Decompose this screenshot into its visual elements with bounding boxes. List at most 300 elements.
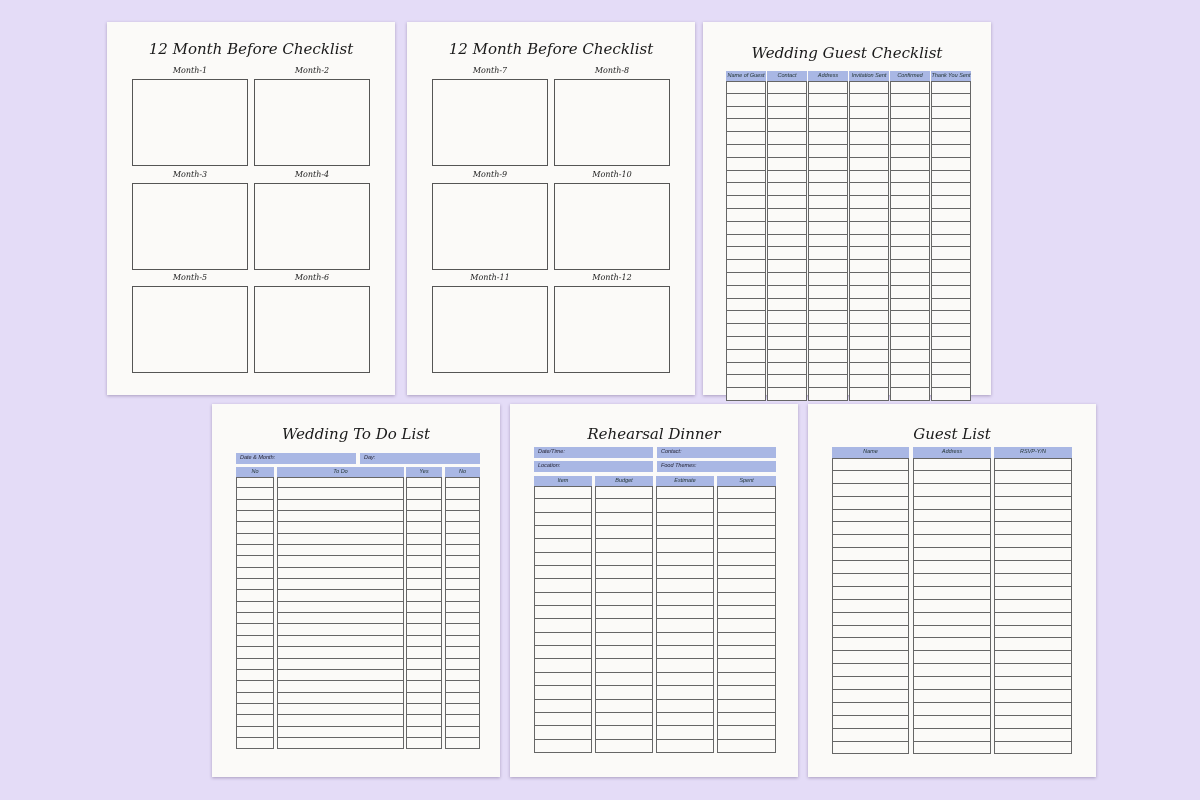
table-cell bbox=[595, 659, 653, 672]
table-cell bbox=[890, 337, 930, 350]
table-cell bbox=[445, 647, 480, 658]
table-cell bbox=[890, 183, 930, 196]
table-cell bbox=[406, 522, 442, 533]
table-column bbox=[767, 71, 807, 401]
table-cell bbox=[277, 477, 404, 488]
table-cell bbox=[656, 526, 714, 539]
table-cell bbox=[726, 209, 766, 222]
table-cell bbox=[890, 158, 930, 171]
table-cell bbox=[994, 690, 1072, 703]
month-label: Month-11 bbox=[470, 273, 510, 282]
table-cell bbox=[277, 647, 404, 658]
table-column bbox=[277, 467, 404, 749]
table-cell bbox=[890, 222, 930, 235]
table-cell bbox=[656, 539, 714, 552]
table-cell bbox=[931, 260, 971, 273]
table-cell bbox=[406, 602, 442, 613]
table-cell bbox=[767, 375, 807, 388]
table-cell bbox=[849, 311, 889, 324]
month-label: Month-1 bbox=[172, 66, 208, 75]
table-cell bbox=[277, 488, 404, 499]
table-cell bbox=[595, 686, 653, 699]
table-cell bbox=[595, 513, 653, 526]
table-cell bbox=[236, 636, 274, 647]
table-cell bbox=[849, 324, 889, 337]
table-cell bbox=[726, 158, 766, 171]
table-cell bbox=[808, 107, 848, 120]
column-header: Estimate bbox=[656, 476, 714, 486]
column-header: No bbox=[445, 467, 480, 477]
table-cell bbox=[767, 81, 807, 94]
table-cell bbox=[406, 477, 442, 488]
table-cell bbox=[717, 539, 776, 552]
table-cell bbox=[767, 286, 807, 299]
table-cell bbox=[931, 222, 971, 235]
table-cell bbox=[832, 638, 909, 651]
table-cell bbox=[656, 686, 714, 699]
table-cell bbox=[913, 548, 991, 561]
table-cell bbox=[445, 511, 480, 522]
table-cell bbox=[832, 703, 909, 716]
table-cell bbox=[890, 350, 930, 363]
table-cell bbox=[913, 703, 991, 716]
table-cell bbox=[656, 700, 714, 713]
table-cell bbox=[445, 613, 480, 624]
table-cell bbox=[913, 690, 991, 703]
table-cell bbox=[808, 183, 848, 196]
table-cell bbox=[849, 222, 889, 235]
table-cell bbox=[406, 715, 442, 726]
table-cell bbox=[406, 624, 442, 635]
month-box bbox=[432, 183, 548, 270]
table-cell bbox=[277, 738, 404, 749]
table-cell bbox=[406, 590, 442, 601]
table-cell bbox=[913, 613, 991, 626]
table-cell bbox=[931, 388, 971, 401]
table-cell bbox=[717, 633, 776, 646]
table-cell bbox=[595, 566, 653, 579]
table-cell bbox=[832, 729, 909, 742]
table-cell bbox=[808, 324, 848, 337]
table-cell bbox=[994, 458, 1072, 471]
table-cell bbox=[445, 556, 480, 567]
table-cell bbox=[849, 132, 889, 145]
month-box bbox=[132, 79, 248, 166]
table-cell bbox=[726, 363, 766, 376]
table-cell bbox=[849, 286, 889, 299]
table-cell bbox=[832, 626, 909, 639]
table-cell bbox=[717, 526, 776, 539]
table-cell bbox=[994, 716, 1072, 729]
table-cell bbox=[277, 727, 404, 738]
table-cell bbox=[832, 600, 909, 613]
table-cell bbox=[726, 311, 766, 324]
table-cell bbox=[726, 273, 766, 286]
table-column bbox=[726, 71, 766, 401]
table-cell bbox=[890, 375, 930, 388]
table-cell bbox=[717, 713, 776, 726]
table-cell bbox=[890, 196, 930, 209]
table-cell bbox=[595, 526, 653, 539]
page-todo-list bbox=[212, 404, 500, 777]
table-cell bbox=[656, 553, 714, 566]
table-cell bbox=[445, 624, 480, 635]
table-cell bbox=[656, 593, 714, 606]
table-cell bbox=[849, 299, 889, 312]
table-cell bbox=[277, 636, 404, 647]
table-column bbox=[406, 467, 442, 749]
table-cell bbox=[717, 686, 776, 699]
table-cell bbox=[890, 209, 930, 222]
table-cell bbox=[656, 513, 714, 526]
table-cell bbox=[767, 363, 807, 376]
table-cell bbox=[913, 458, 991, 471]
table-cell bbox=[236, 602, 274, 613]
table-cell bbox=[717, 499, 776, 512]
table-cell bbox=[656, 659, 714, 672]
table-cell bbox=[767, 350, 807, 363]
table-cell bbox=[808, 145, 848, 158]
table-cell bbox=[931, 158, 971, 171]
table-cell bbox=[656, 486, 714, 499]
column-header: Contact bbox=[767, 71, 807, 81]
month-label: Month-5 bbox=[172, 273, 208, 282]
table-cell bbox=[849, 337, 889, 350]
table-cell bbox=[406, 534, 442, 545]
table-cell bbox=[931, 363, 971, 376]
table-cell bbox=[726, 94, 766, 107]
table-cell bbox=[406, 613, 442, 624]
month-label: Month-6 bbox=[294, 273, 330, 282]
table-cell bbox=[890, 311, 930, 324]
column-header: To Do bbox=[277, 467, 404, 477]
table-cell bbox=[445, 534, 480, 545]
table-cell bbox=[767, 94, 807, 107]
table-cell bbox=[726, 337, 766, 350]
table-cell bbox=[994, 574, 1072, 587]
table-column bbox=[994, 447, 1072, 754]
table-cell bbox=[236, 579, 274, 590]
table-cell bbox=[277, 590, 404, 601]
table-cell bbox=[767, 132, 807, 145]
table-cell bbox=[726, 222, 766, 235]
month-label: Month-12 bbox=[592, 273, 632, 282]
table-cell bbox=[406, 647, 442, 658]
table-cell bbox=[595, 726, 653, 739]
table-cell bbox=[994, 729, 1072, 742]
month-box bbox=[132, 183, 248, 270]
table-cell bbox=[913, 522, 991, 535]
column-header: Name bbox=[832, 447, 909, 458]
table-cell bbox=[832, 484, 909, 497]
table-cell bbox=[595, 646, 653, 659]
table-cell bbox=[832, 613, 909, 626]
table-cell bbox=[445, 636, 480, 647]
table-cell bbox=[406, 488, 442, 499]
table-cell bbox=[832, 548, 909, 561]
table-cell bbox=[994, 497, 1072, 510]
page-title: Wedding To Do List bbox=[281, 425, 431, 443]
table-cell bbox=[595, 740, 653, 753]
table-cell bbox=[445, 568, 480, 579]
table-cell bbox=[406, 636, 442, 647]
table-cell bbox=[534, 726, 592, 739]
table-cell bbox=[445, 681, 480, 692]
table-cell bbox=[717, 619, 776, 632]
page-title: 12 Month Before Checklist bbox=[448, 40, 654, 58]
table-cell bbox=[931, 350, 971, 363]
table-cell bbox=[445, 715, 480, 726]
table-cell bbox=[849, 350, 889, 363]
table-cell bbox=[931, 247, 971, 260]
table-cell bbox=[726, 145, 766, 158]
table-cell bbox=[913, 651, 991, 664]
table-cell bbox=[236, 624, 274, 635]
page-title: Wedding Guest Checklist bbox=[751, 44, 943, 62]
table-cell bbox=[808, 119, 848, 132]
table-cell bbox=[406, 681, 442, 692]
month-label: Month-2 bbox=[294, 66, 330, 75]
table-cell bbox=[595, 539, 653, 552]
table-cell bbox=[717, 606, 776, 619]
table-cell bbox=[534, 513, 592, 526]
table-cell bbox=[534, 579, 592, 592]
table-cell bbox=[808, 286, 848, 299]
table-cell bbox=[406, 659, 442, 670]
table-cell bbox=[445, 590, 480, 601]
column-header: RSVP-Y/N bbox=[994, 447, 1072, 458]
table-cell bbox=[832, 651, 909, 664]
table-cell bbox=[767, 158, 807, 171]
table-cell bbox=[913, 484, 991, 497]
table-cell bbox=[994, 535, 1072, 548]
column-header: Thank You Sent bbox=[931, 73, 971, 79]
table-cell bbox=[767, 273, 807, 286]
table-cell bbox=[767, 247, 807, 260]
table-cell bbox=[534, 593, 592, 606]
table-cell bbox=[767, 107, 807, 120]
table-cell bbox=[726, 81, 766, 94]
table-cell bbox=[277, 545, 404, 556]
table-cell bbox=[534, 646, 592, 659]
table-cell bbox=[890, 171, 930, 184]
month-label: Month-3 bbox=[172, 170, 208, 179]
table-column bbox=[890, 71, 930, 401]
table-cell bbox=[994, 651, 1072, 664]
table-cell bbox=[656, 606, 714, 619]
table-cell bbox=[726, 107, 766, 120]
table-cell bbox=[236, 727, 274, 738]
table-cell bbox=[832, 742, 909, 755]
table-cell bbox=[931, 311, 971, 324]
table-cell bbox=[913, 497, 991, 510]
table-cell bbox=[808, 375, 848, 388]
table-cell bbox=[236, 568, 274, 579]
table-cell bbox=[767, 260, 807, 273]
month-box bbox=[432, 286, 548, 373]
table-cell bbox=[534, 700, 592, 713]
table-cell bbox=[534, 499, 592, 512]
table-cell bbox=[913, 587, 991, 600]
date-month-field: Date & Month: bbox=[236, 453, 356, 464]
table-cell bbox=[767, 119, 807, 132]
month-label: Month-4 bbox=[294, 170, 330, 179]
table-cell bbox=[832, 664, 909, 677]
month-box bbox=[554, 286, 670, 373]
table-cell bbox=[832, 574, 909, 587]
table-cell bbox=[236, 556, 274, 567]
table-cell bbox=[277, 624, 404, 635]
table-column bbox=[445, 467, 480, 749]
table-cell bbox=[808, 171, 848, 184]
table-cell bbox=[406, 738, 442, 749]
table-cell bbox=[994, 677, 1072, 690]
table-cell bbox=[534, 659, 592, 672]
table-cell bbox=[808, 222, 848, 235]
table-cell bbox=[277, 602, 404, 613]
table-cell bbox=[832, 677, 909, 690]
table-cell bbox=[808, 273, 848, 286]
table-cell bbox=[277, 522, 404, 533]
table-cell bbox=[931, 81, 971, 94]
table-cell bbox=[913, 600, 991, 613]
table-cell bbox=[277, 613, 404, 624]
table-cell bbox=[277, 579, 404, 590]
month-box bbox=[254, 286, 370, 373]
table-cell bbox=[236, 670, 274, 681]
table-column bbox=[534, 476, 592, 753]
table-cell bbox=[808, 132, 848, 145]
table-column bbox=[595, 476, 653, 753]
table-cell bbox=[913, 716, 991, 729]
table-cell bbox=[595, 619, 653, 632]
table-cell bbox=[717, 486, 776, 499]
table-cell bbox=[890, 119, 930, 132]
table-cell bbox=[767, 235, 807, 248]
table-cell bbox=[406, 500, 442, 511]
page-title: 12 Month Before Checklist bbox=[148, 40, 354, 58]
table-cell bbox=[931, 183, 971, 196]
table-cell bbox=[277, 500, 404, 511]
table-cell bbox=[767, 222, 807, 235]
table-cell bbox=[717, 566, 776, 579]
table-column bbox=[717, 476, 776, 753]
table-cell bbox=[236, 488, 274, 499]
table-cell bbox=[236, 511, 274, 522]
table-cell bbox=[656, 566, 714, 579]
table-cell bbox=[277, 659, 404, 670]
table-cell bbox=[832, 587, 909, 600]
table-cell bbox=[832, 522, 909, 535]
table-cell bbox=[913, 574, 991, 587]
table-cell bbox=[277, 556, 404, 567]
table-cell bbox=[808, 260, 848, 273]
table-cell bbox=[808, 158, 848, 171]
page-guest-list bbox=[808, 404, 1096, 777]
month-box bbox=[132, 286, 248, 373]
column-header: Item bbox=[534, 476, 592, 486]
column-header: No bbox=[236, 467, 274, 477]
table-cell bbox=[994, 626, 1072, 639]
table-cell bbox=[994, 561, 1072, 574]
month-box bbox=[554, 183, 670, 270]
table-cell bbox=[445, 579, 480, 590]
table-cell bbox=[890, 273, 930, 286]
table-cell bbox=[931, 107, 971, 120]
table-cell bbox=[445, 488, 480, 499]
table-cell bbox=[717, 726, 776, 739]
table-cell bbox=[913, 626, 991, 639]
table-cell bbox=[931, 119, 971, 132]
table-cell bbox=[849, 94, 889, 107]
table-cell bbox=[534, 740, 592, 753]
table-cell bbox=[832, 497, 909, 510]
table-cell bbox=[445, 659, 480, 670]
table-cell bbox=[534, 486, 592, 499]
table-cell bbox=[277, 511, 404, 522]
table-cell bbox=[832, 561, 909, 574]
table-cell bbox=[849, 145, 889, 158]
table-cell bbox=[808, 299, 848, 312]
table-cell bbox=[595, 486, 653, 499]
column-header: Confirmed bbox=[890, 71, 930, 81]
table-cell bbox=[832, 510, 909, 523]
table-cell bbox=[767, 209, 807, 222]
table-cell bbox=[994, 587, 1072, 600]
table-cell bbox=[534, 566, 592, 579]
table-cell bbox=[406, 670, 442, 681]
table-cell bbox=[236, 522, 274, 533]
table-cell bbox=[808, 81, 848, 94]
table-cell bbox=[236, 545, 274, 556]
table-cell bbox=[445, 738, 480, 749]
table-cell bbox=[406, 568, 442, 579]
page-month-before-2 bbox=[407, 22, 695, 395]
table-cell bbox=[717, 659, 776, 672]
table-cell bbox=[406, 556, 442, 567]
table-cell bbox=[236, 681, 274, 692]
table-cell bbox=[726, 324, 766, 337]
table-cell bbox=[236, 715, 274, 726]
table-cell bbox=[913, 664, 991, 677]
table-cell bbox=[656, 673, 714, 686]
table-cell bbox=[849, 247, 889, 260]
table-cell bbox=[890, 299, 930, 312]
table-cell bbox=[656, 633, 714, 646]
table-cell bbox=[890, 107, 930, 120]
table-cell bbox=[595, 499, 653, 512]
table-cell bbox=[808, 363, 848, 376]
table-cell bbox=[595, 713, 653, 726]
table-cell bbox=[994, 742, 1072, 755]
table-cell bbox=[808, 350, 848, 363]
table-cell bbox=[534, 619, 592, 632]
table-cell bbox=[849, 235, 889, 248]
column-header: Name of Guest bbox=[727, 73, 765, 79]
table-cell bbox=[849, 119, 889, 132]
table-cell bbox=[931, 324, 971, 337]
table-cell bbox=[726, 119, 766, 132]
location-field: Location: bbox=[534, 461, 653, 472]
table-cell bbox=[849, 375, 889, 388]
table-cell bbox=[445, 727, 480, 738]
contact-field: Contact: bbox=[657, 447, 776, 458]
table-cell bbox=[913, 729, 991, 742]
table-cell bbox=[832, 716, 909, 729]
table-cell bbox=[890, 132, 930, 145]
table-cell bbox=[994, 484, 1072, 497]
table-cell bbox=[534, 633, 592, 646]
